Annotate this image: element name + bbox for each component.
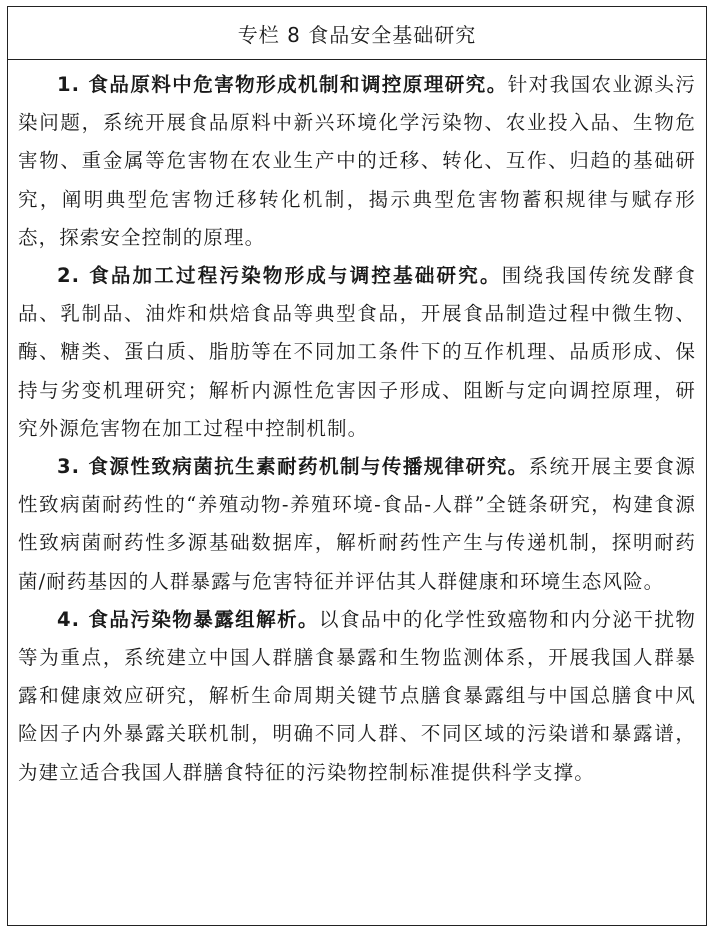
item-body: 围绕我国传统发酵食品、乳制品、油炸和烘焙食品等典型食品，开展食品制造过程中微生物、酶、糖类、蛋白质、脂肪等在不同加工条件下的互作机理、品质形成、保持与劣变机理研究；解析内源性危害因子形成、阻断与定向调控原理，研究外源危害物在加工过程中控制机制。	[18, 264, 696, 440]
paragraph-item-2	[18, 257, 696, 448]
paragraph-item-3	[18, 448, 696, 601]
item-heading: 4. 食品污染物暴露组解析。	[57, 607, 320, 631]
item-body: 系统开展主要食源性致病菌耐药性的“养殖动物-养殖环境-食品-人群”全链条研究，构建食源性致病菌耐药性多源基础数据库，解析耐药性产生与传递机制，探明耐药菌/耐药基因的人群暴露与危害特征并评估其人群健康和环境生态风险。	[18, 455, 696, 593]
paragraph-item-1	[18, 66, 696, 257]
item-heading: 1. 食品原料中危害物形成机制和调控原理研究。	[57, 73, 508, 96]
box-content	[8, 60, 706, 792]
item-heading: 3. 食源性致病菌抗生素耐药机制与传播规律研究。	[57, 455, 529, 479]
feature-box	[7, 6, 707, 926]
paragraph-item-4	[18, 601, 696, 792]
item-body: 以食品中的化学性致癌物和内分泌干扰物等为重点，系统建立中国人群膳食暴露和生物监测体系，开展我国人群暴露和健康效应研究，解析生命周期关键节点膳食暴露组与中国总膳食中风险因子内外暴露关联机制，明确不同人群、不同区域的污染谱和暴露谱，为建立适合我国人群膳食特征的污染物控制标准提供科学支撑。	[18, 607, 696, 784]
box-title: 专栏 8 食品安全基础研究	[8, 7, 706, 60]
item-heading: 2. 食品加工过程污染物形成与调控基础研究。	[57, 264, 502, 288]
item-body: 针对我国农业源头污染问题，系统开展食品原料中新兴环境化学污染物、农业投入品、生物危害物、重金属等危害物在农业生产中的迁移、转化、互作、归趋的基础研究，阐明典型危害物迁移转化机制，揭示典型危害物蓄积规律与赋存形态，探索安全控制的原理。	[18, 73, 696, 249]
